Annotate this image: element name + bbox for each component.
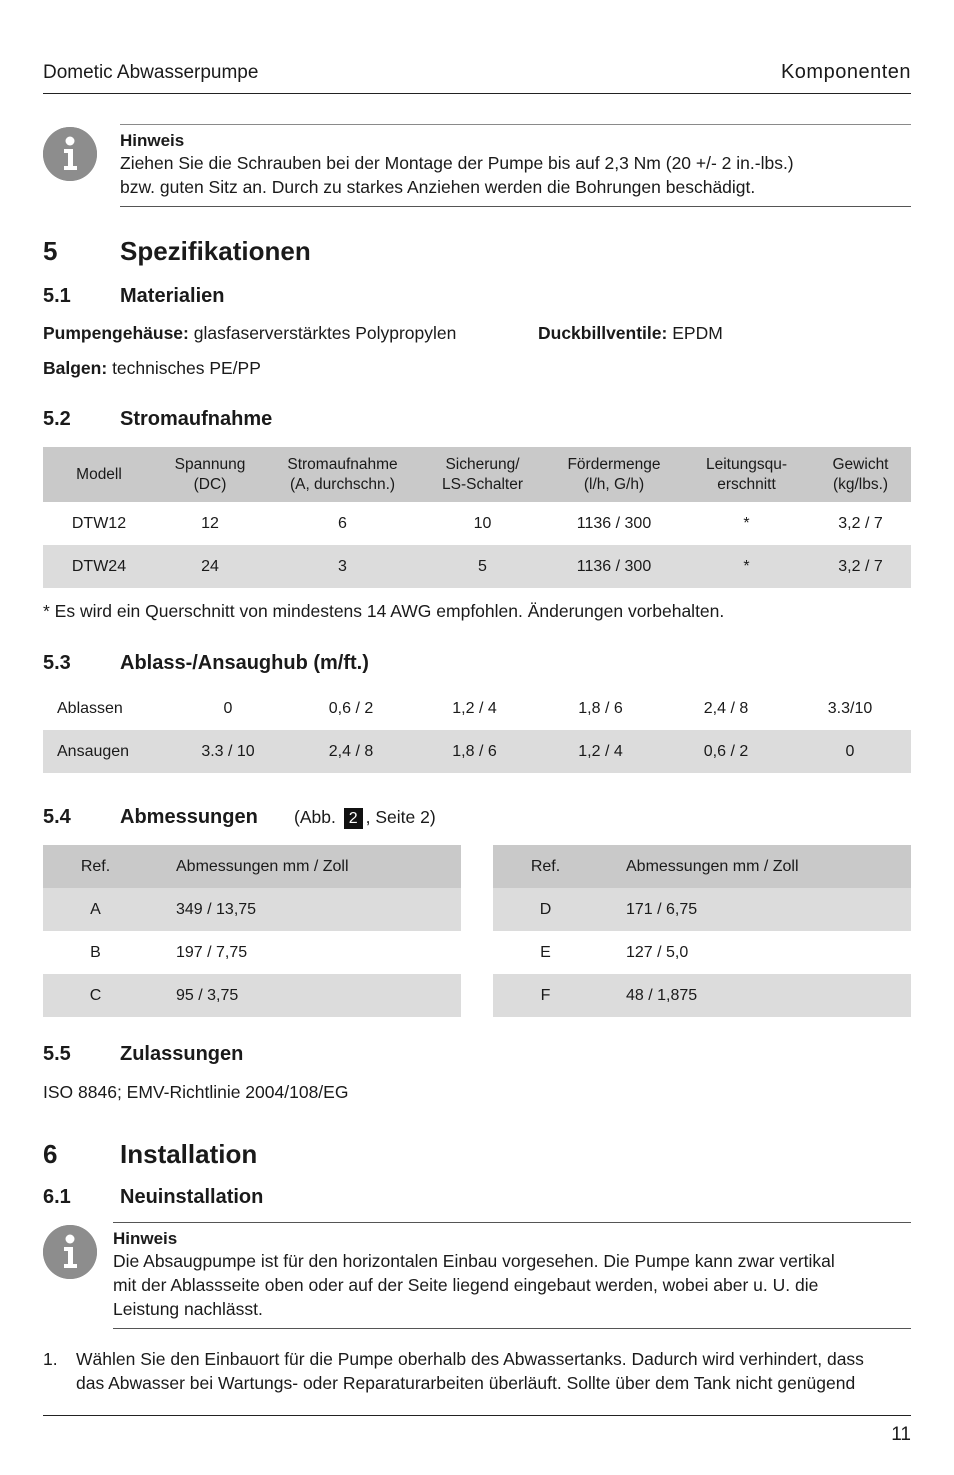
note-orientation [43, 1222, 911, 1332]
housing-value: glasfaserverstärktes Polypropylen [193, 323, 457, 343]
note-title: Hinweis [120, 131, 185, 150]
table-row: DTW24 24 3 5 1136 / 300 * 3,2 / 7 [43, 545, 911, 588]
table-row: C 95 / 3,75 [43, 974, 461, 1017]
power-table [43, 447, 911, 588]
page-number: 11 [891, 1424, 911, 1445]
table-row: A 349 / 13,75 [43, 888, 461, 931]
note-text-line: Leistung nachlässt. [113, 1299, 263, 1319]
valve-value: EPDM [672, 323, 723, 343]
figure-number-badge: 2 [344, 808, 363, 829]
header-product: Dometic Abwasserpumpe [43, 62, 259, 83]
dimensions-table-left [43, 845, 461, 1017]
dimensions-table-right [493, 845, 911, 1017]
approvals-text: ISO 8846; EMV-Richtlinie 2004/108/EG [43, 1082, 349, 1102]
valve-label: Duckbillventile: [538, 323, 668, 343]
materials-valve [538, 323, 723, 344]
table-row: F 48 / 1,875 [493, 974, 911, 1017]
table-row: B 197 / 7,75 [90, 943, 248, 961]
note-text-line: bzw. guten Sitz an. Durch zu starkes Anziehen werden die Bohrungen beschädigt. [120, 177, 756, 197]
note-text-line: Die Absaugpumpe ist für den horizontalen Einbau vorgesehen. Die Pumpe kann zwar vertikal [113, 1251, 835, 1271]
note-title: Hinweis [113, 1229, 178, 1248]
table-row: DTW12 12 6 10 1136 / 300 * 3,2 / 7 [71, 514, 883, 532]
column-header: Spannung (DC) [174, 455, 246, 493]
materials-line-2 [43, 358, 261, 379]
header-chapter: Komponenten [780, 61, 911, 83]
page-header [43, 60, 911, 94]
column-header: Gewicht (kg/lbs.) [832, 455, 889, 493]
table-row: D 171 / 6,75 [493, 888, 911, 931]
column-header: Leitungsqu- erschnitt [705, 455, 787, 493]
column-header: Sicherung/ LS-Schalter [442, 455, 523, 493]
table-row: Ablassen 0 0,6 / 2 1,2 / 4 1,8 / 6 2,4 / 8 3.3/10 [57, 699, 873, 717]
table-row: Ansaugen 3.3 / 10 2,4 / 8 1,8 / 6 1,2 / 4 0,6 / 2 0 [43, 730, 911, 773]
info-icon [43, 127, 97, 181]
note-text-line: Ziehen Sie die Schrauben bei der Montage der Pumpe bis auf 2,3 Nm (20 +/- 2 in.-lbs.) [120, 153, 794, 173]
table-header-row: Ref. Abmessungen mm / Zoll [493, 845, 911, 888]
note-text-line: mit der Ablassseite oben oder auf der Seite liegend eingebaut werden, wobei aber u. U. die [113, 1275, 819, 1295]
column-header: Modell [76, 465, 122, 483]
materials-line-1 [43, 323, 456, 344]
info-icon [43, 1225, 97, 1279]
note-mounting [43, 124, 911, 208]
table-row: E 127 / 5,0 [540, 943, 689, 961]
footnote: * Es wird ein Querschnitt von mindestens 14 AWG empfohlen. Änderungen vorbehalten. [43, 601, 725, 621]
column-header: Fördermenge (l/h, G/h) [567, 455, 661, 493]
bellows-value: technisches PE/PP [112, 358, 261, 378]
column-header: Stromaufnahme (A, durchschn.) [287, 455, 398, 493]
table-header-row: Ref. Abmessungen mm / Zoll [43, 845, 461, 888]
step-text-line: Wählen Sie den Einbauort für die Pumpe oberhalb des Abwassertanks. Dadurch wird verhindert, dass [76, 1349, 864, 1369]
table-header-row [43, 447, 911, 502]
step-text-line: das Abwasser bei Wartungs- oder Reparaturarbeiten überläuft. Sollte über dem Tank nicht genügend [76, 1373, 856, 1393]
housing-label: Pumpengehäuse: [43, 323, 189, 343]
lift-table [43, 687, 911, 773]
step-number: 1. [43, 1349, 58, 1369]
bellows-label: Balgen: [43, 358, 108, 378]
page-footer [43, 1415, 911, 1445]
figure-reference: (Abb. 2 , Seite 2) [294, 807, 436, 827]
